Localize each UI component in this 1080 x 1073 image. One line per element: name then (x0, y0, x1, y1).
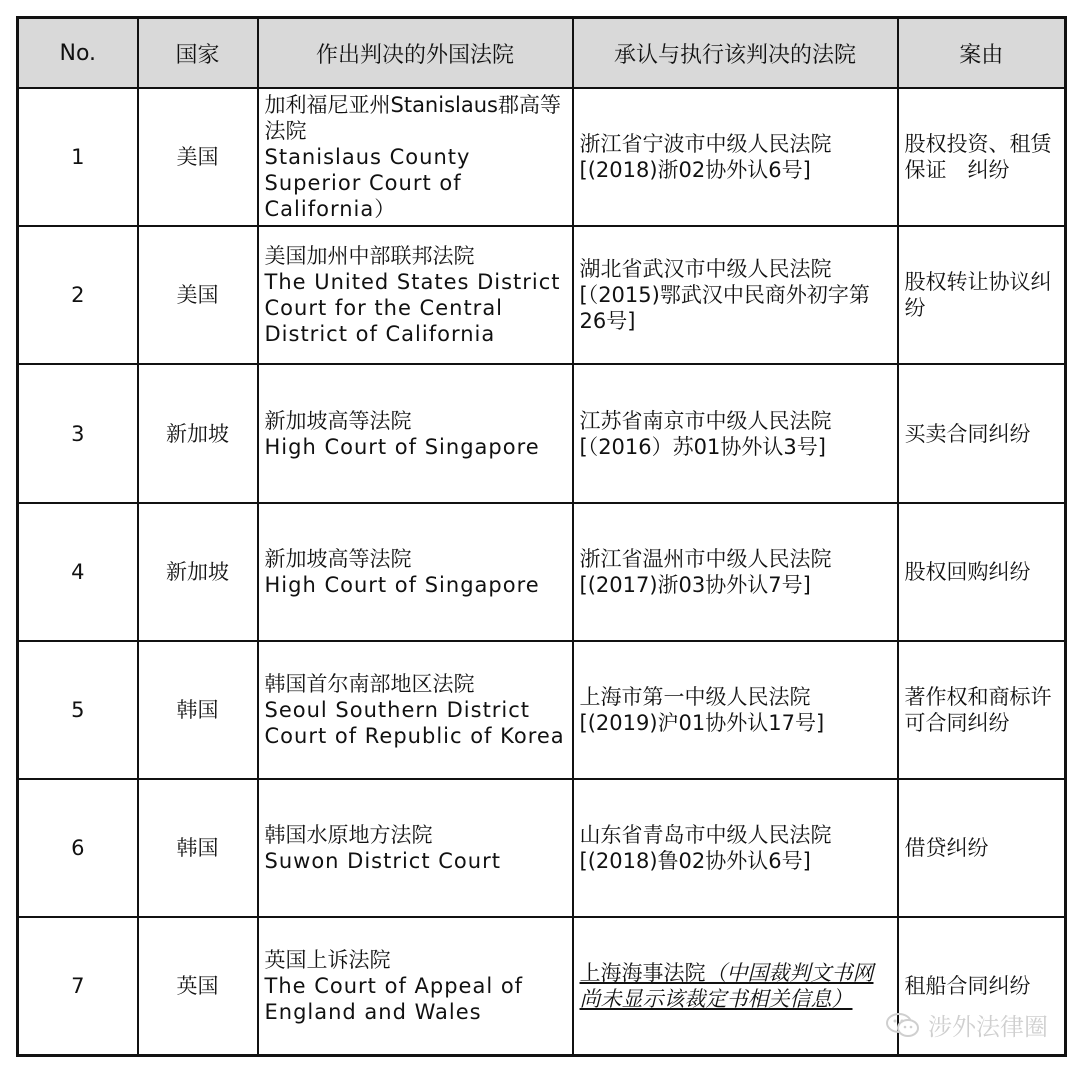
cause-cell: 借贷纠纷 (898, 779, 1066, 917)
enforcing-court-name: 上海海事法院 (579, 961, 706, 986)
enforcing-court-cell (573, 641, 898, 779)
enforcing-court-cell (573, 917, 898, 1055)
enforcing-court-name: 山东省青岛市中级人民法院 (579, 823, 832, 848)
foreign-court-cell (258, 917, 573, 1055)
cause-cell: 租船合同纠纷 (898, 917, 1066, 1055)
foreign-court-cell (258, 364, 573, 502)
cause-cell: 股权回购纠纷 (898, 503, 1066, 641)
judgments-table (16, 16, 1067, 1057)
watermark-text: 涉外法律圈 (928, 1013, 1048, 1041)
enforcing-court-cell (573, 364, 898, 502)
foreign-court-zh: 新加坡高等法院 (264, 546, 412, 571)
header-row (18, 18, 1066, 89)
header-enforcing-court: 承认与执行该判决的法院 (573, 18, 898, 89)
foreign-court-cell (258, 779, 573, 917)
cause-cell: 股权转让协议纠纷 (898, 226, 1066, 364)
row-number: 1 (18, 88, 138, 226)
enforcing-court-name: 湖北省武汉市中级人民法院 (579, 257, 832, 282)
foreign-court-en: Suwon District Court (264, 849, 501, 874)
row-number: 2 (18, 226, 138, 364)
enforcing-court-name: 上海市第一中级人民法院 (579, 684, 811, 709)
foreign-court-cell (258, 503, 573, 641)
wechat-icon (886, 1012, 920, 1038)
enforcing-court-cell (573, 503, 898, 641)
header-foreign-court: 作出判决的外国法院 (258, 18, 573, 89)
table-row (18, 503, 1066, 641)
case-reference: [（2015)鄂武汉中民商外初字第26号] (579, 283, 870, 334)
row-number: 5 (18, 641, 138, 779)
watermark (886, 1007, 1048, 1042)
foreign-court-en: Seoul Southern District Court of Republic of Korea (264, 697, 565, 748)
country-cell: 新加坡 (138, 364, 258, 502)
foreign-court-cell (258, 88, 573, 226)
cause-cell: 著作权和商标许可合同纠纷 (898, 641, 1066, 779)
table-row (18, 779, 1066, 917)
table-row (18, 226, 1066, 364)
foreign-court-en: The Court of Appeal of England and Wales (264, 974, 524, 1025)
foreign-court-en: High Court of Singapore (264, 434, 540, 459)
enforcing-court-cell (573, 226, 898, 364)
court-note: （中国裁判文书网尚未显示该裁定书相关信息） (579, 961, 874, 1012)
foreign-court-cell (258, 226, 573, 364)
foreign-court-zh: 加利福尼亚州Stanislaus郡高等法院 (264, 93, 561, 144)
foreign-court-zh: 美国加州中部联邦法院 (264, 244, 475, 269)
country-cell: 新加坡 (138, 503, 258, 641)
foreign-court-cell (258, 641, 573, 779)
enforcing-court-name: 江苏省南京市中级人民法院 (579, 408, 832, 433)
row-number: 3 (18, 364, 138, 502)
foreign-court-zh: 韩国首尔南部地区法院 (264, 671, 475, 696)
country-cell: 美国 (138, 88, 258, 226)
foreign-court-en: High Court of Singapore (264, 572, 540, 597)
header-cause: 案由 (898, 18, 1066, 89)
foreign-court-en: Stanislaus County Superior Court of California） (264, 145, 471, 222)
foreign-court-zh: 韩国水原地方法院 (264, 823, 433, 848)
table-row (18, 641, 1066, 779)
case-reference: [（2016）苏01协外认3号] (579, 434, 826, 459)
row-number: 7 (18, 917, 138, 1055)
table-row (18, 88, 1066, 226)
row-number: 4 (18, 503, 138, 641)
enforcing-court-name: 浙江省宁波市中级人民法院 (579, 132, 832, 157)
country-cell: 英国 (138, 917, 258, 1055)
cause-cell: 买卖合同纠纷 (898, 364, 1066, 502)
case-reference: [(2017)浙03协外认7号] (579, 572, 811, 597)
enforcing-court-name: 浙江省温州市中级人民法院 (579, 546, 832, 571)
foreign-court-zh: 新加坡高等法院 (264, 408, 412, 433)
country-cell: 韩国 (138, 641, 258, 779)
enforcing-court-cell (573, 88, 898, 226)
case-reference: [(2018)鲁02协外认6号] (579, 849, 811, 874)
country-cell: 韩国 (138, 779, 258, 917)
cause-cell: 股权投资、租赁保证 纠纷 (898, 88, 1066, 226)
table-row (18, 364, 1066, 502)
foreign-court-zh: 英国上诉法院 (264, 948, 391, 973)
row-number: 6 (18, 779, 138, 917)
header-no: No. (18, 18, 138, 89)
header-country: 国家 (138, 18, 258, 89)
enforcing-court-cell (573, 779, 898, 917)
country-cell: 美国 (138, 226, 258, 364)
case-reference: [(2018)浙02协外认6号] (579, 158, 811, 183)
case-reference: [(2019)沪01协外认17号] (579, 710, 825, 735)
foreign-court-en: The United States District Court for the Central District of California (264, 270, 561, 347)
